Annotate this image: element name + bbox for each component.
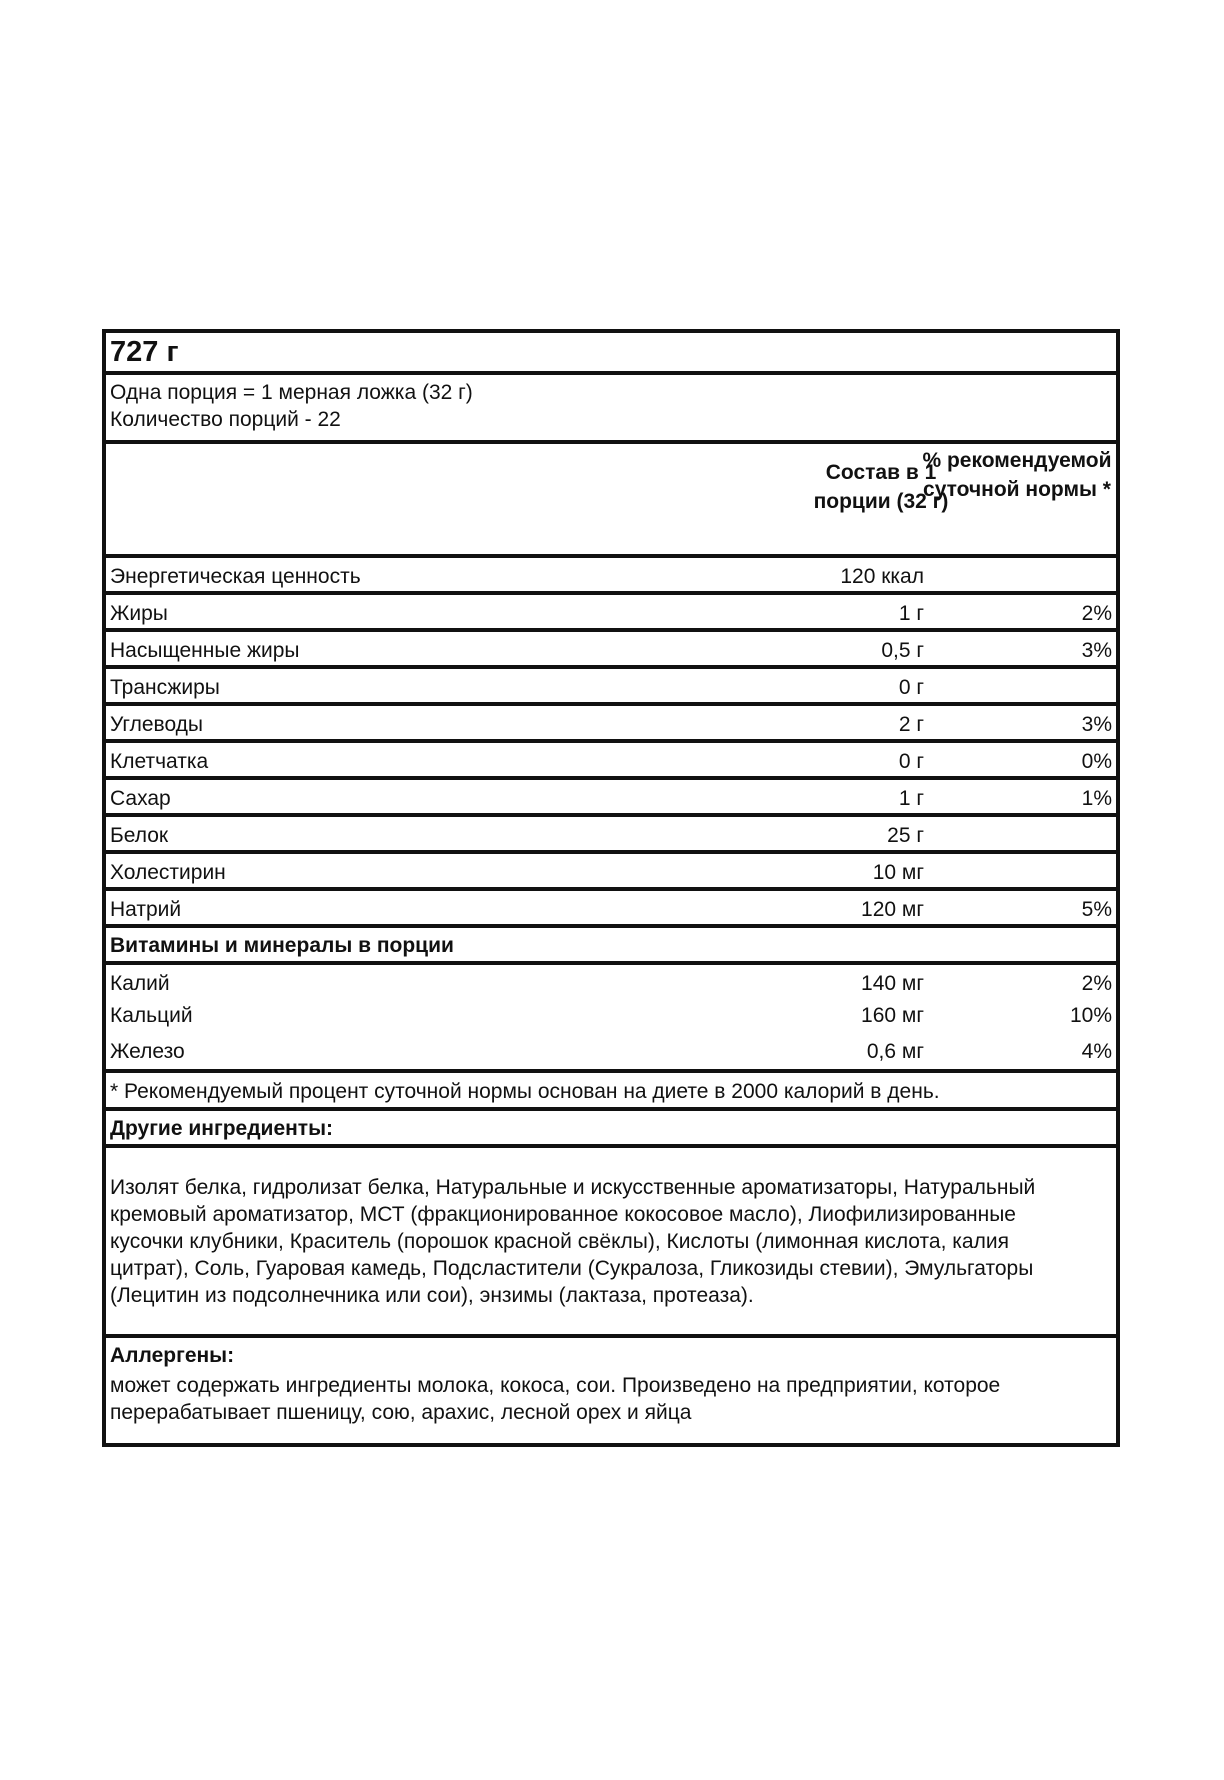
ingredients-text: Изолят белка, гидролизат белка, Натуральные и искусственные ароматизаторы, Натуральный кремовый ароматизатор, МСТ (фракционированное кокосовое масло), Лиофилизированные кусочки клубники, Краситель (порошок красной свёклы), Кислоты (лимонная кислота, калия цитрат), Соль, Гуаровая камедь, Подсластители (Сукралоза, Гликозиды стевии), Эмульгаторы (Лецитин из подсолнечника или сои), энзимы (лактаза, протеаза). (106, 1144, 1116, 1334)
nutrient-amount: 25 г (887, 824, 924, 847)
serving-size: Одна порция = 1 мерная ложка (32 г) (106, 371, 1116, 408)
nutrient-row (106, 591, 1116, 628)
nutrient-daily-value: 2% (1081, 602, 1112, 625)
nutrient-amount: 0 г (898, 676, 924, 699)
nutrient-amount: 0,6 мг (866, 1040, 924, 1063)
nutrient-row (106, 850, 1116, 887)
nutrient-daily-value: 3% (1081, 713, 1112, 736)
nutrient-amount: 160 мг (861, 1004, 924, 1027)
footnote: * Рекомендуемый процент суточной нормы основан на диете в 2000 калорий в день. (106, 1069, 1116, 1107)
allergens-header: Аллергены: (106, 1334, 1116, 1372)
nutrient-name: Жиры (110, 602, 168, 625)
nutrient-daily-value: 10% (1069, 1004, 1112, 1027)
nutrient-daily-value: 2% (1081, 972, 1112, 995)
nutrient-amount: 0,5 г (881, 639, 924, 662)
nutrient-row (106, 702, 1116, 739)
nutrient-amount: 120 мг (861, 898, 924, 921)
nutrient-row (106, 739, 1116, 776)
nutrient-amount: 1 г (898, 602, 924, 625)
amount-column-header: Состав в 1 порции (32 г) (813, 461, 949, 513)
nutrient-name: Натрий (110, 898, 182, 921)
nutrient-amount: 2 г (898, 713, 924, 736)
net-weight: 727 г (110, 336, 179, 368)
nutrient-row (106, 887, 1116, 924)
nutrient-name: Энергетическая ценность (110, 565, 361, 588)
nutrient-amount: 1 г (898, 787, 924, 810)
nutrient-name: Холестирин (110, 861, 226, 884)
nutrient-daily-value: 5% (1081, 898, 1112, 921)
nutrient-name: Насыщенные жиры (110, 639, 300, 662)
allergens-text: может содержать ингредиенты молока, кокоса, сои. Произведено на предприятии, которое перерабатывает пшеницу, сою, арахис, лесной орех и яйца (110, 1374, 1001, 1424)
nutrient-amount: 0 г (898, 750, 924, 773)
nutrient-name: Клетчатка (110, 750, 209, 773)
nutrient-name: Калий (110, 972, 170, 995)
nutrient-amount: 140 мг (861, 972, 924, 995)
vitamins-header: Витамины и минералы в порции (106, 924, 1116, 961)
nutrient-row (106, 776, 1116, 813)
nutrient-daily-value: 4% (1081, 1040, 1112, 1063)
nutrient-name: Углеводы (110, 713, 204, 736)
daily-value-column-header: % рекомендуемой суточной нормы * (922, 449, 1112, 501)
nutrient-amount: 10 мг (872, 861, 924, 884)
nutrient-name: Трансжиры (110, 676, 220, 699)
nutrient-row (106, 628, 1116, 665)
nutrient-list (106, 554, 1116, 924)
nutrient-name: Сахар (110, 787, 171, 810)
nutrient-name: Кальций (110, 1004, 193, 1027)
nutrient-daily-value: 1% (1081, 787, 1112, 810)
nutrient-daily-value: 3% (1081, 639, 1112, 662)
nutrient-row (106, 554, 1116, 591)
nutrient-row (106, 665, 1116, 702)
nutrient-row (106, 997, 1116, 1033)
nutrient-name: Железо (110, 1040, 185, 1063)
nutrient-name: Белок (110, 824, 169, 847)
nutrient-row (106, 813, 1116, 850)
vitamin-list (106, 961, 1116, 1069)
servings-count: Количество порций - 22 (110, 408, 341, 431)
nutrient-row (106, 1033, 1116, 1069)
nutrition-label (102, 329, 1120, 1447)
nutrient-amount: 120 ккал (840, 565, 924, 588)
nutrient-daily-value: 0% (1081, 750, 1112, 773)
column-header (106, 440, 1116, 554)
nutrient-row (106, 961, 1116, 997)
ingredients-header: Другие ингредиенты: (106, 1107, 1116, 1144)
